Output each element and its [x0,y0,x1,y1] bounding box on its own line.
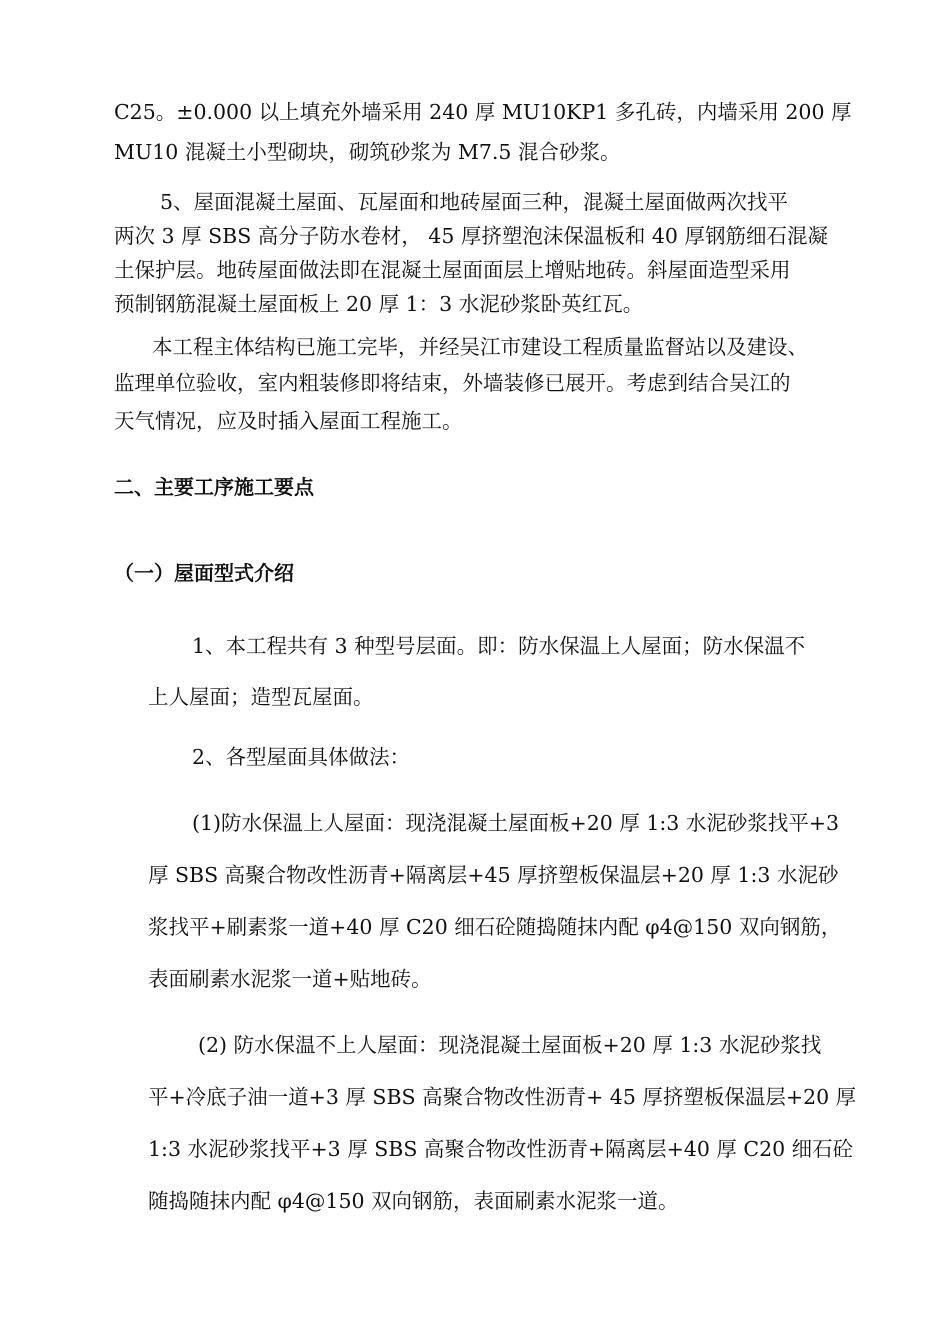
method2-line-3: 1:3 水泥砂浆找平+3 厚 SBS 高聚合物改性沥青+隔离层+40 厚 C20 细石砼 [148,1137,854,1161]
intro-line-1: C25。±0.000 以上填充外墙采用 240 厚 MU10KP1 多孔砖，内墙采用 200 厚 [114,100,852,124]
method1-line-2: 厚 SBS 高聚合物改性沥青+隔离层+45 厚挤塑板保温层+20 厚 1:3 水泥砂 [148,863,839,887]
method1-line-4: 表面刷素水泥浆一道+贴地砖。 [148,967,432,991]
method1-line-3: 浆找平+刷素浆一道+40 厚 C20 细石砼随捣随抹内配 φ4@150 双向钢筋， [148,915,842,939]
para5-line-1: 5、屋面混凝土屋面、瓦屋面和地砖屋面三种，混凝土屋面做两次找平 [160,190,789,214]
para5-line-2: 两次 3 厚 SBS 高分子防水卷材， 45 厚挤塑泡沫保温板和 40 厚钢筋细石混凝 [114,224,828,248]
para5-line-4: 预制钢筋混凝土屋面板上 20 厚 1：3 水泥砂浆卧英红瓦。 [114,292,644,316]
item1-line-2: 上人屋面；造型瓦屋面。 [148,685,374,709]
item2-line: 2、各型屋面具体做法： [192,745,411,769]
status-line-3: 天气情况，应及时插入屋面工程施工。 [114,409,463,433]
method2-line-1: (2) 防水保温不上人屋面：现浇混凝土屋面板+20 厚 1:3 水泥砂浆找 [198,1033,822,1057]
item1-line-1: 1、本工程共有 3 种型号层面。即：防水保温上人屋面；防水保温不 [192,634,806,658]
status-line-2: 监理单位验收，室内粗装修即将结束，外墙装修已展开。考虑到结合吴江的 [114,371,791,395]
intro-line-2: MU10 混凝土小型砌块，砌筑砂浆为 M7.5 混合砂浆。 [114,140,621,164]
method2-line-4: 随捣随抹内配 φ4@150 双向钢筋，表面刷素水泥浆一道。 [148,1189,679,1213]
status-line-1: 本工程主体结构已施工完毕，并经吴江市建设工程质量监督站以及建设、 [152,335,808,359]
para5-line-3: 土保护层。地砖屋面做法即在混凝土屋面面层上增贴地砖。斜屋面造型采用 [114,258,791,282]
section-heading: 二、主要工序施工要点 [114,475,314,499]
subsection-heading: （一）屋面型式介绍 [114,561,294,585]
method1-line-1: (1)防水保温上人屋面：现浇混凝土屋面板+20 厚 1:3 水泥砂浆找平+3 [192,811,840,835]
method2-line-2: 平+冷底子油一道+3 厚 SBS 高聚合物改性沥青+ 45 厚挤塑板保温层+20 厚 [148,1085,857,1109]
